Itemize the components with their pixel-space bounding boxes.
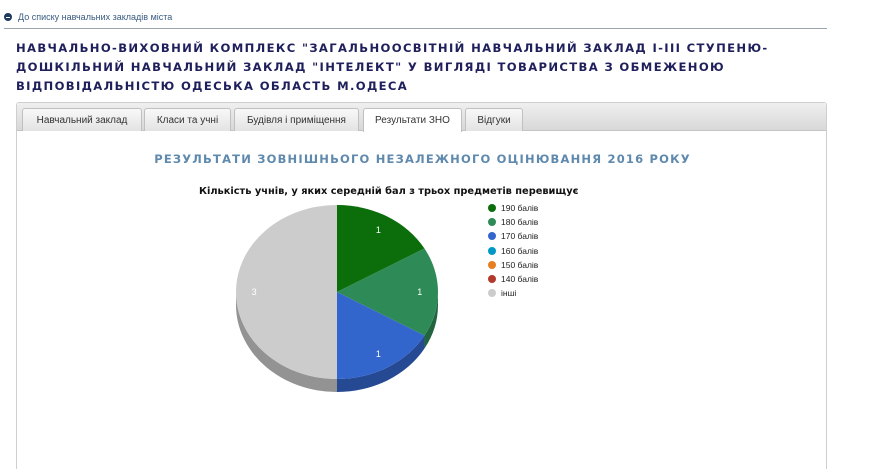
legend-label: 150 балів (501, 259, 539, 270)
chart-title: Кількість учнів, у яких середній бал з трьох предметів перевищує (199, 186, 579, 197)
legend-swatch (488, 275, 496, 283)
legend-swatch (488, 247, 496, 255)
pie-slice-label-0: 1 (375, 225, 381, 236)
legend-swatch (488, 261, 496, 269)
tab-building[interactable]: Будівля і приміщення (234, 108, 359, 131)
pie-chart (230, 205, 445, 400)
circle-minus-icon (4, 13, 12, 21)
legend-item[interactable] (488, 244, 538, 258)
section-title: РЕЗУЛЬТАТИ ЗОВНІШНЬОГО НЕЗАЛЕЖНОГО ОЦІНЮВАННЯ 2016 РОКУ (154, 152, 691, 166)
legend-swatch (488, 289, 496, 297)
pie-slice-label-2: 1 (375, 348, 381, 359)
legend-label: 170 балів (501, 231, 539, 242)
legend-label: 160 балів (501, 245, 539, 256)
pie-slice-label-6: 3 (251, 287, 257, 297)
legend-item[interactable] (488, 201, 538, 215)
legend-item[interactable] (488, 286, 538, 300)
legend-label: 140 балів (501, 274, 539, 285)
tab-classes-students[interactable]: Класи та учні (144, 108, 231, 131)
legend-swatch (488, 204, 496, 212)
legend-label: інші (501, 288, 517, 299)
back-to-schools-list-link[interactable] (4, 12, 172, 22)
legend-item[interactable] (488, 215, 538, 229)
page-title: НАВЧАЛЬНО-ВИХОВНИЙ КОМПЛЕКС "ЗАГАЛЬНООСВІТНІЙ НАВЧАЛЬНИЙ ЗАКЛАД І-ІІІ СТУПЕНЮ-ДОШКІЛЬНИЙ НАВЧАЛЬНИЙ ЗАКЛАД "ІНТЕЛЕКТ" У ВИГЛЯДІ ТОВАРИСТВА З ОБМЕЖЕНОЮ ВІДПОВІДАЛЬНІСТЮ ОДЕСЬКА ОБЛАСТЬ М.ОДЕСА (16, 41, 769, 93)
tab-bar (17, 103, 826, 131)
back-link-label: До списку навчальних закладів міста (18, 12, 173, 22)
chart-legend (488, 201, 538, 300)
tab-reviews[interactable]: Відгуки (465, 108, 523, 131)
header-divider (4, 28, 827, 29)
tab-zno-results[interactable]: Результати ЗНО (363, 108, 462, 132)
legend-label: 180 балів (501, 217, 539, 228)
legend-item[interactable] (488, 258, 538, 272)
legend-swatch (488, 232, 496, 240)
pie-slice-label-1: 1 (417, 287, 423, 297)
legend-label: 190 балів (501, 203, 539, 214)
legend-item[interactable] (488, 272, 538, 286)
legend-item[interactable] (488, 229, 538, 243)
tab-school[interactable]: Навчальний заклад (22, 108, 142, 131)
legend-swatch (488, 218, 496, 226)
